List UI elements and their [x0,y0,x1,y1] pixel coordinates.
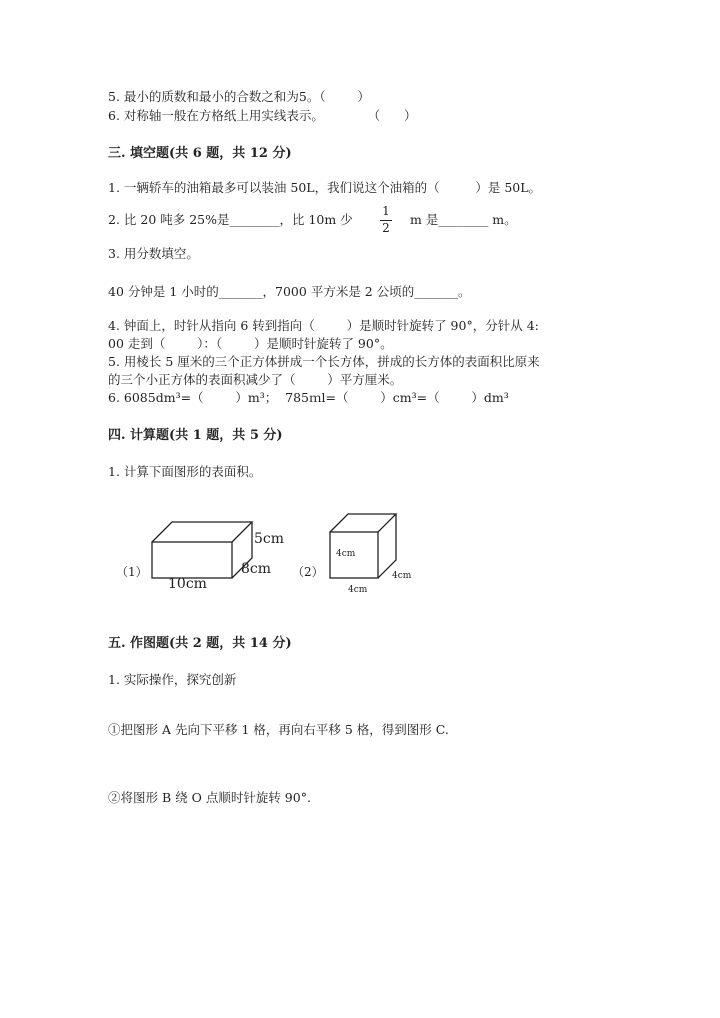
draw-question-1: 1. 实际操作，探究创新 [108,672,237,687]
figure-2-label: （2） [292,565,324,579]
judge-question-5: 5. 最小的质数和最小的合数之和为5。（ ） [108,89,370,104]
section-5-heading: 五. 作图题(共 2 题，共 14 分) [108,636,292,651]
fill-question-3-content: 40 分钟是 1 小时的_______，7000 平方米是 2 公顷的_______。 [108,284,471,299]
fill-question-2-part-b: m 是________ m。 [410,212,517,227]
fill-question-1: 1. 一辆轿车的油箱最多可以装油 50L，我们说这个油箱的（ ）是 50L。 [108,180,542,195]
cube-side-label: 4cm [392,571,412,581]
calc-question-1: 1. 计算下面图形的表面积。 [108,464,262,479]
cube-figure [322,508,422,598]
fraction-one-half [380,205,392,235]
fill-question-2-part-a: 2. 比 20 吨多 25%是________，比 10m 少 [108,212,353,227]
cube-bottom-label: 4cm [348,585,368,595]
section-4-heading: 四. 计算题(共 1 题，共 5 分) [108,428,283,443]
fill-question-5-line-1: 5. 用棱长 5 厘米的三个正方体拼成一个长方体，拼成的长方体的表面积比原来 [108,354,540,369]
draw-task-1: ①把图形 A 先向下平移 1 格，再向右平移 5 格，得到图形 C. [108,722,449,737]
cuboid-length-label: 10cm [168,576,207,592]
fill-question-4-line-2: 00 走到（ ）：（ ）是顺时针旋转了 90°。 [108,336,393,351]
figure-1-label: （1） [116,565,148,579]
fill-question-6: 6. 6085dm³=（ ）m³； 785ｍl=（ ）cm³=（ ）dm³ [108,390,509,405]
fraction-denominator: 2 [382,221,390,235]
fill-question-3: 3. 用分数填空。 [108,246,199,261]
fraction-numerator: 1 [382,204,390,218]
cuboid-figure [140,510,300,600]
draw-task-2: ②将图形 B 绕 O 点顺时针旋转 90°. [108,790,311,805]
fill-question-4-line-1: 4. 钟面上，时针从指向 6 转到指向（ ）是顺时针旋转了 90°，分针从 4: [108,318,539,333]
fill-question-5-line-2: 的三个小正方体的表面积减少了（ ）平方厘米。 [108,372,403,387]
cube-front-label: 4cm [336,549,356,559]
judge-question-6: 6. 对称轴一般在方格纸上用实线表示。 （ ） [108,108,417,123]
cuboid-width-label: 8cm [241,561,272,577]
cuboid-height-label: 5cm [254,531,285,547]
section-3-heading: 三. 填空题(共 6 题，共 12 分) [108,146,292,161]
